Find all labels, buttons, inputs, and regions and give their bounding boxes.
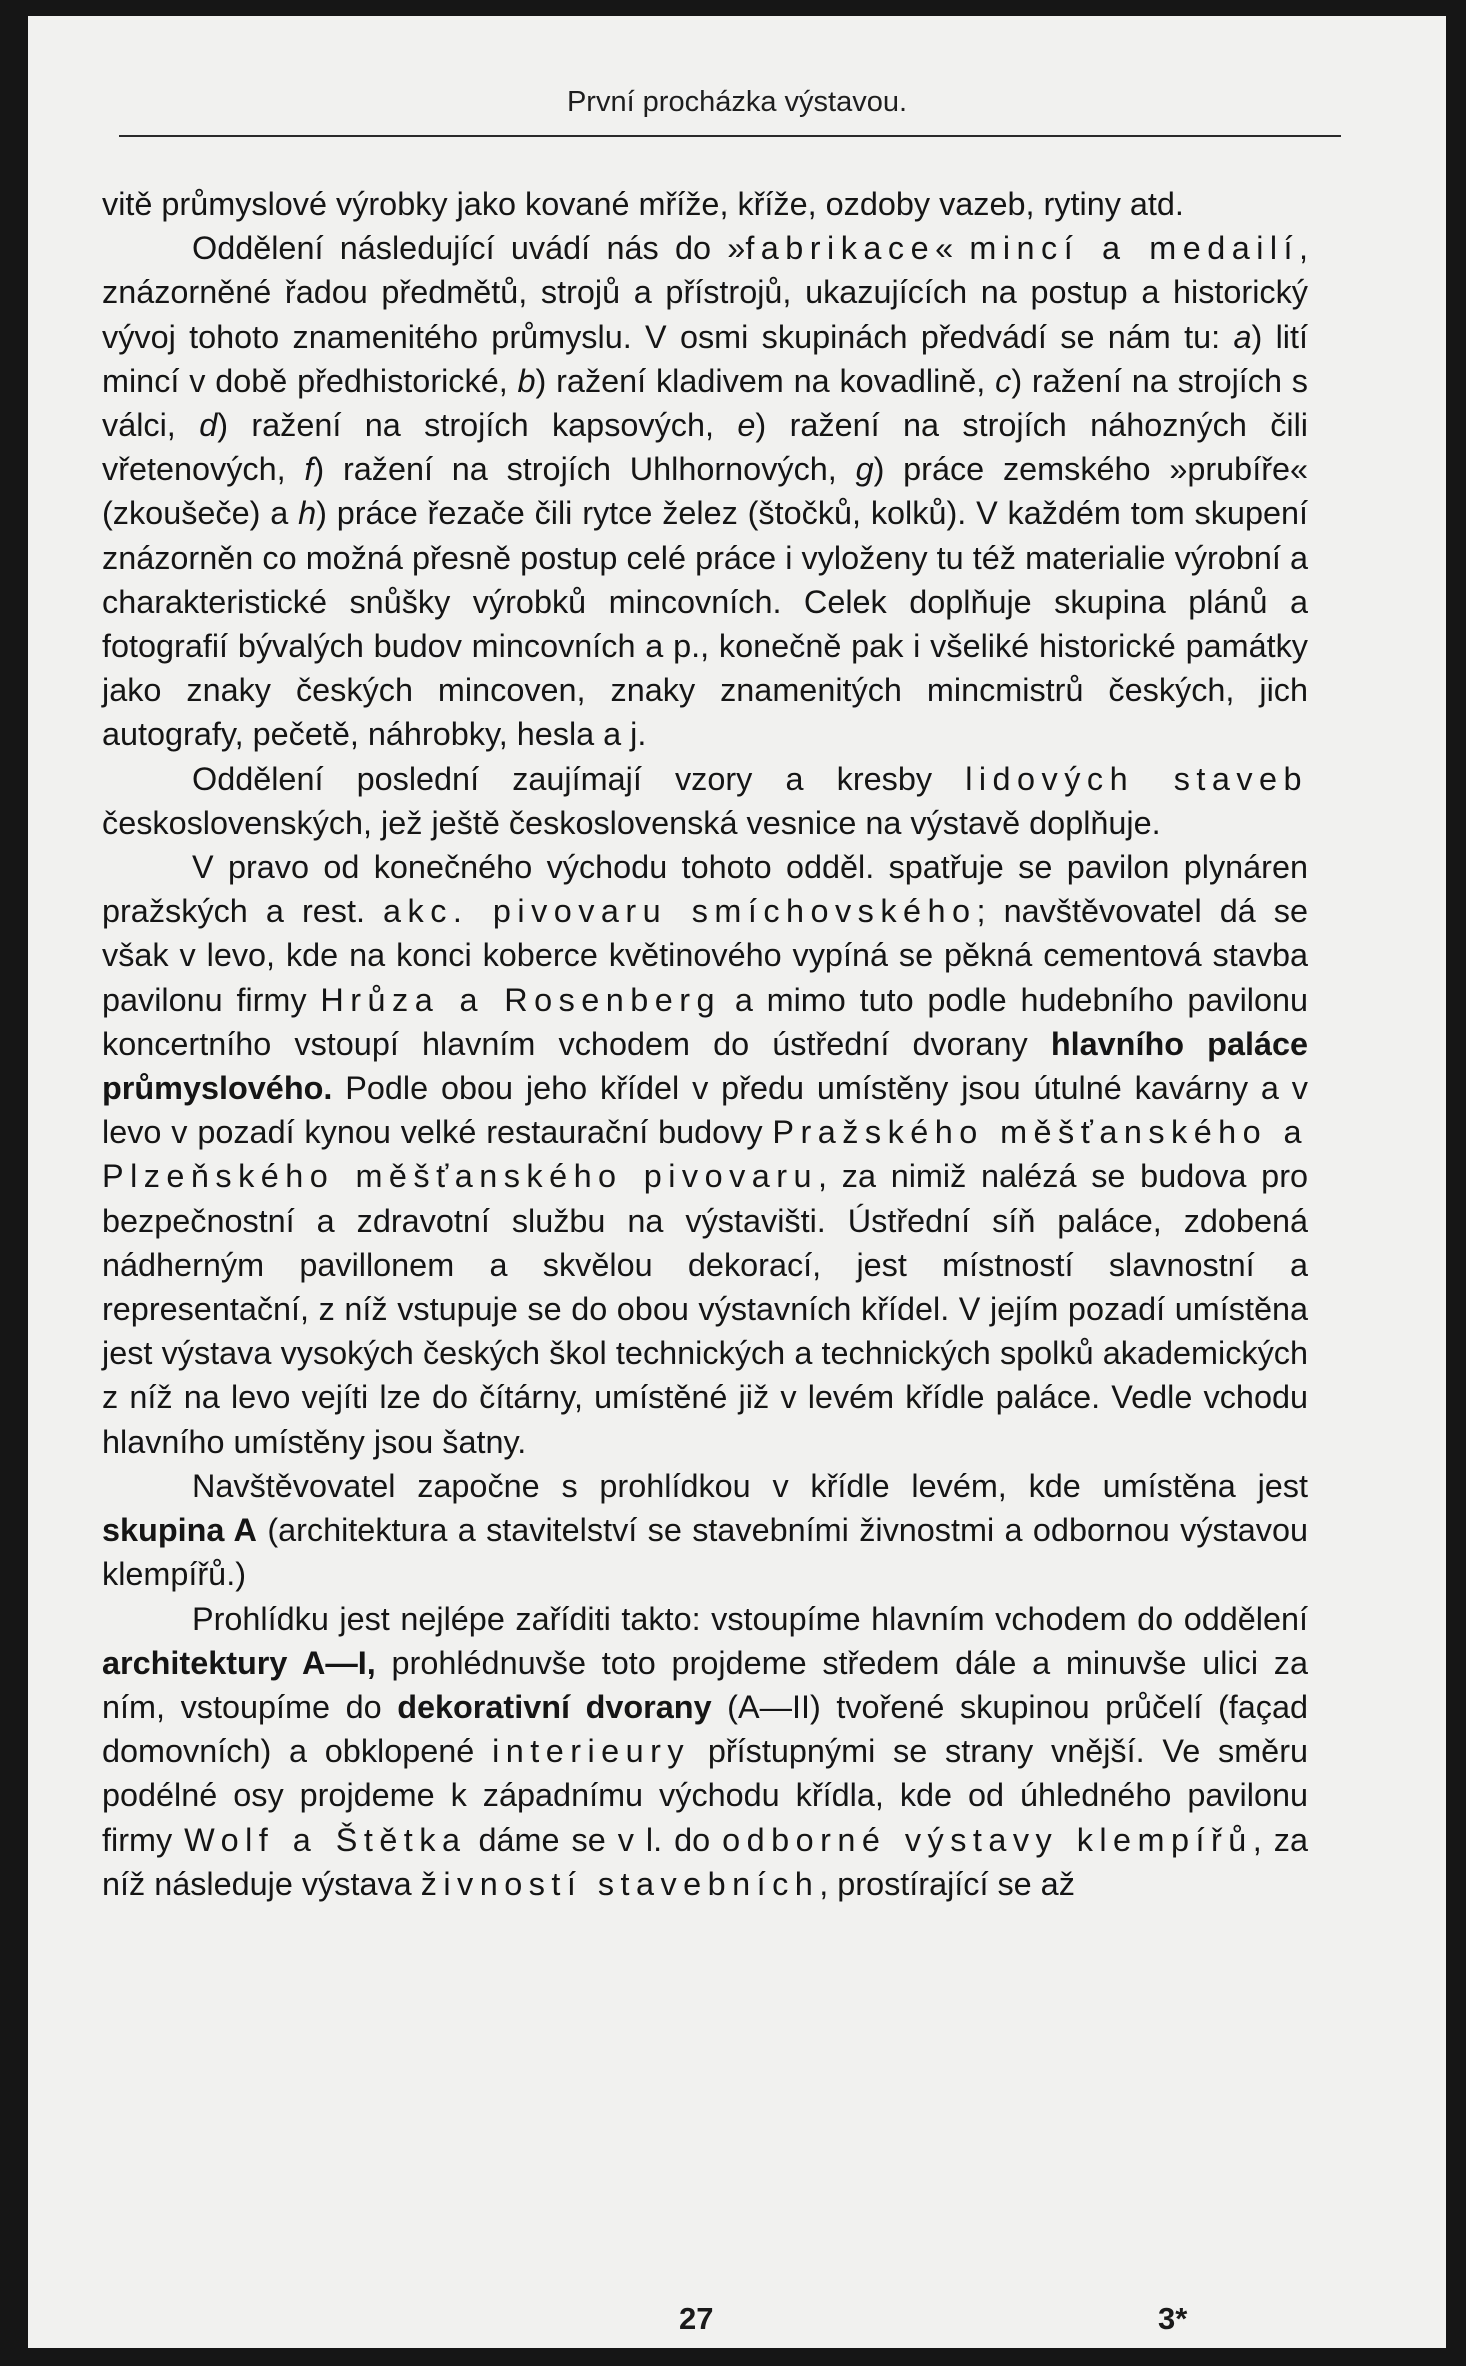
- spaced-text: lidových staveb: [965, 760, 1309, 797]
- page-number: 27: [679, 2301, 714, 2336]
- paragraph: [102, 1597, 1308, 1906]
- list-marker: b: [517, 362, 536, 399]
- body-text: [102, 182, 1308, 1906]
- paragraph: [102, 182, 1308, 226]
- paragraph: [102, 1464, 1308, 1597]
- spaced-text: Wolf a Štětka: [184, 1821, 467, 1858]
- spaced-text: živností stavebních: [420, 1865, 820, 1902]
- paragraph: [102, 757, 1308, 845]
- bold-text: hlavního paláce průmyslového.: [102, 1025, 1308, 1107]
- bold-text: architektury A—I,: [102, 1644, 376, 1681]
- text-run: československých, jež ještě československá vesnice na výstavě doplňuje.: [102, 804, 1161, 841]
- text-run: Podle obou jeho křídel v předu umístěny jsou útulné kavárny a v levo v pozadí kynou velké restaurační budovy: [102, 1070, 1308, 1151]
- text-run: , znázorněné řadou předmětů, strojů a přístrojů, ukazujících na postup a historický vývoj tohoto znamenitého průmyslu. V osmi skupinách předvádí se nám tu:: [102, 230, 1309, 355]
- text-run: prohlédnuvše toto projdeme středem dále a minuvše ulici za ním, vstoupíme do: [102, 1644, 1308, 1725]
- text-run: ) ražení kladivem na kovadlině,: [535, 362, 996, 399]
- list-marker: f: [304, 451, 314, 488]
- text-run: Prohlídku jest nejlépe zaříditi takto: vstoupíme hlavním vchodem do oddělení: [192, 1600, 1308, 1637]
- spaced-text: Pražského měšťanského a Plzeňského měšťanského pivovaru: [102, 1114, 1309, 1195]
- text-run: ) práce řezače čili rytce želez (štočků, kolků). V každém tom skupení znázorněn co možná přesně postup celé práce i vyloženy tu též materialie výrobní a charakteristické snůšky výrobků mincovních. Celek doplňuje skupina plánů a fotografií bývalých budov mincovních a p., konečně pak i všeliké historické památky jako znaky českých mincoven, znaky znamenitých mincmistrů českých, jich autografy, pečetě, náhrobky, hesla a j.: [102, 495, 1308, 753]
- text-run: a mimo tuto podle hudebního pavilonu koncertního vstoupí hlavním vchodem do ústřední dvorany: [102, 981, 1308, 1062]
- spaced-text: odborné výstavy klempířů: [722, 1821, 1253, 1858]
- list-marker: g: [855, 451, 874, 488]
- text-run: «: [935, 230, 970, 267]
- text-run: , za níž následuje výstava: [102, 1821, 1308, 1902]
- text-run: (A—II) tvořené skupinou průčelí (façad domovních) a obklopené: [102, 1688, 1309, 1770]
- header-rule: [119, 135, 1341, 137]
- text-run: přístupnými se strany vnější. Ve směru podélné osy projdeme k západnímu východu křídla, kde od úhledného pavilonu firmy: [102, 1733, 1308, 1858]
- running-header: První procházka výstavou.: [566, 86, 908, 118]
- text-run: ) práce zemského »prubíře« (zkoušeče) a: [102, 451, 1309, 532]
- text-run: Navštěvovatel započne s prohlídkou v křídle levém, kde umístěna jest: [192, 1467, 1308, 1504]
- book-page: [28, 16, 1446, 2348]
- spaced-text: interieury: [492, 1733, 691, 1770]
- list-marker: d: [199, 407, 218, 444]
- spaced-text: mincí a medailí: [969, 230, 1300, 267]
- text-run: ) ražení na strojích s válci,: [102, 362, 1308, 444]
- text-run: ) lití mincí v době předhistorické,: [102, 318, 1308, 399]
- paragraph: [102, 845, 1308, 1464]
- text-run: ) ražení na strojích Uhlhornových,: [313, 451, 856, 488]
- list-marker: c: [995, 362, 1012, 399]
- signature-mark: 3*: [1158, 2301, 1188, 2336]
- bold-text: skupina A: [102, 1512, 257, 1549]
- paragraph: [102, 226, 1308, 756]
- text-run: dáme se v l. do: [466, 1821, 723, 1858]
- spaced-text: fabrikace: [745, 230, 936, 267]
- list-marker: h: [298, 495, 317, 532]
- text-run: Oddělení následující uvádí nás do »: [192, 230, 746, 267]
- bold-text: dekorativní dvorany: [397, 1688, 712, 1725]
- text-run: vitě průmyslové výrobky jako kované mříže, kříže, ozdoby vazeb, rytiny atd.: [102, 186, 1184, 222]
- list-marker: e: [737, 407, 756, 444]
- list-marker: a: [1233, 318, 1252, 355]
- text-run: Oddělení poslední zaujímají vzory a kresby: [192, 760, 966, 797]
- spaced-text: akc. pivovaru smíchovského: [383, 893, 977, 930]
- text-run: V pravo od konečného východu tohoto odděl. spatřuje se pavilon plynáren pražských a rest.: [102, 849, 1308, 930]
- spaced-text: Hrůza a Rosenberg: [320, 981, 722, 1018]
- text-run: ) ražení na strojích kapsových,: [217, 407, 738, 444]
- text-run: ; navštěvovatel dá se však v levo, kde na konci koberce květinového vypíná se pěkná cementová stavba pavilonu firmy: [102, 893, 1309, 1018]
- text-run: ) ražení na strojích náhozných čili vřetenových,: [102, 407, 1309, 488]
- text-run: , za nimiž nalézá se budova pro bezpečnostní a zdravotní službu na výstavišti. Ústřední síň paláce, zdobená nádherným pavillonem a skvělou dekorací, jest místností slavnostní a representační, z níž vstupuje se do obou výstavních křídel. V jejím pozadí umístěna jest výstava vysokých českých škol technických a technických spolků akademických z níž na levo vejíti lze do čítárny, umístěné již v levém křídle paláce. Vedle vchodu hlavního umístěny jsou šatny.: [102, 1158, 1308, 1460]
- text-run: (architektura a stavitelství se stavebními živnostmi a odbornou výstavou klempířů.): [102, 1512, 1308, 1593]
- text-run: , prostírající se až: [819, 1865, 1075, 1902]
